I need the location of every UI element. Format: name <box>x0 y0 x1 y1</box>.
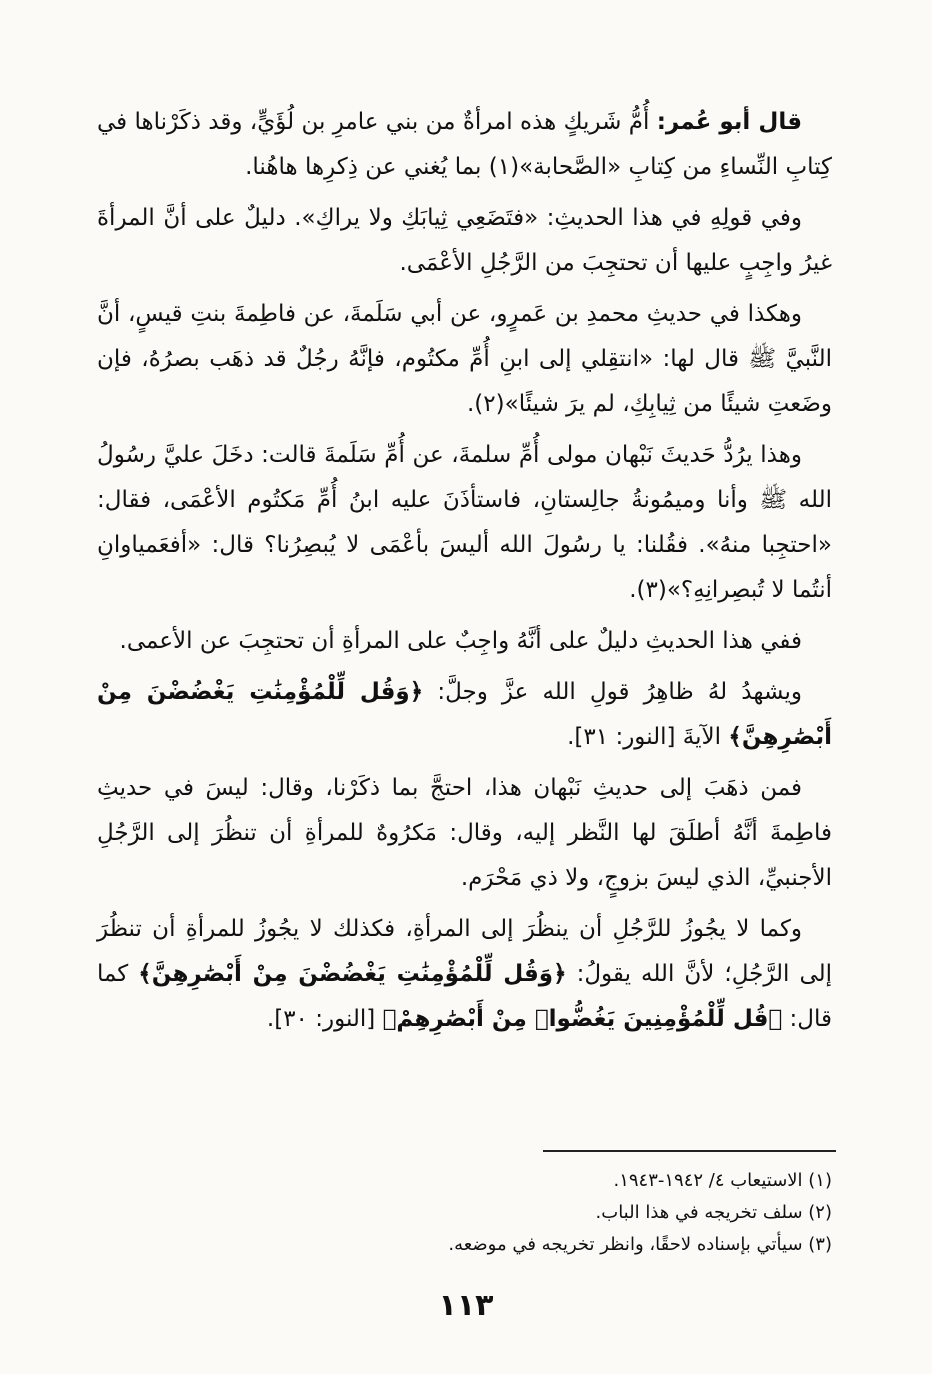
quran-verse: ﴿قُل لِّلْمُؤْمِنِينَ يَغُضُّوا۟ مِنْ أَبْصَٰرِهِمْ﴾ <box>382 1006 783 1032</box>
paragraph-text: ويشهدُ لهُ ظاهِرُ قولِ الله عزَّ وجلَّ: <box>437 679 802 705</box>
paragraph-8 <box>97 907 832 1042</box>
quran-verse: ﴿وَقُل لِّلْمُؤْمِنَٰتِ يَغْضُضْنَ مِنْ أَبْصَٰرِهِنَّ﴾ <box>138 961 567 987</box>
paragraph-7 <box>97 766 832 901</box>
paragraph-6 <box>97 670 832 760</box>
paragraph-1 <box>97 100 832 190</box>
paragraph-text: ففي هذا الحديثِ دليلٌ على أنَّهُ واجِبٌ على المرأةِ أن تحتجِبَ عن الأعمى. <box>119 628 802 654</box>
verse-reference: الآيةَ [النور: ٣١]. <box>567 724 722 750</box>
footnote-3: (٣) سيأتي بإسناده لاحقًا، وانظر تخريجه في موضعه. <box>448 1234 832 1255</box>
footnote-divider <box>543 1150 836 1152</box>
paragraph-text: فمن ذهَبَ إلى حديثِ نَبْهان هذا، احتجَّ بما ذكَرْنا، وقال: ليسَ في حديثِ فاطِمةَ أنَّهُ أطلَقَ لها النَّظر إليه، وقال: مَكرُوهٌ للمرأةِ أن تنظُرَ إلى الرَّجُلِ الأجنبيِّ، الذي ليسَ بزوجٍ، ولا ذي مَحْرَم. <box>97 775 832 891</box>
page-number: ١١٣ <box>438 1288 494 1323</box>
paragraph-text: وهذا يرُدُّ حَديثَ نَبْهان مولى أُمِّ سلمةَ، عن أُمِّ سَلَمةَ قالت: دخَلَ عليَّ رسُولُ الله ﷺ وأنا وميمُونةُ جالِستانِ، فاستأذَنَ عليه ابنُ أُمِّ مَكتُوم الأعْمَى، فقال: «احتجِبا منهُ». فقُلنا: يا رسُولَ الله أليسَ بأعْمَى لا يُبصِرُنا؟ قال: «أفعَمياوانِ أنتُما لا تُبصِرانِهِ؟»(٣). <box>97 442 832 603</box>
paragraph-text: وهكذا في حديثِ محمدِ بن عَمرٍو، عن أبي سَلَمةَ، عن فاطِمةَ بنتِ قيسٍ، أنَّ النَّبيَّ ﷺ قال لها: «انتقِلي إلى ابنِ أُمِّ مكتُوم، فإنَّهُ رجُلٌ قد ذهَب بصرُهُ، فإن وضَعتِ شيئًا من ثِيابِكِ، لم يرَ شيئًا»(٢). <box>97 301 832 417</box>
verse-reference: [النور: ٣٠]. <box>266 1006 376 1032</box>
paragraph-4 <box>97 433 832 613</box>
paragraph-5 <box>97 619 832 664</box>
footnotes <box>97 1165 832 1261</box>
quran-verse: ﴿وَقُل لِّلْمُؤْمِنَٰتِ يَغْضُضْنَ مِنْ أَبْصَٰرِهِنَّ﴾ <box>97 679 832 750</box>
main-text <box>97 100 832 1042</box>
paragraph-text: أُمُّ شَريكٍ هذه امرأةٌ من بني عامرِ بن لُؤَيٍّ، وقد ذكَرْناها في كِتابِ النِّساءِ من كِتابِ «الصَّحابة»(١) بما يُغني عن ذِكرِها هاهُنا. <box>97 109 832 180</box>
speaker-lead: قال أبو عُمر: <box>656 109 803 135</box>
paragraph-text: وفي قولِهِ في هذا الحديثِ: «فتَضَعِي ثِيابَكِ ولا يراكِ». دليلٌ على أنَّ المرأةَ غيرُ واجِبٍ عليها أن تحتجِبَ من الرَّجُلِ الأعْمَى. <box>97 205 832 276</box>
footnote-1: (١) الاستيعاب ٤/ ١٩٤٢-١٩٤٣. <box>613 1170 832 1191</box>
paragraph-text: كما قال: <box>97 961 832 1032</box>
paragraph-3 <box>97 292 832 427</box>
paragraph-text: وكما لا يجُوزُ للرَّجُلِ أن ينظُرَ إلى المرأةِ، فكذلك لا يجُوزُ للمرأةِ أن تنظُرَ إلى الرَّجُلِ؛ لأنَّ الله يقولُ: <box>97 916 833 987</box>
footnote-2: (٢) سلف تخريجه في هذا الباب. <box>595 1202 832 1223</box>
paragraph-2 <box>97 196 832 286</box>
